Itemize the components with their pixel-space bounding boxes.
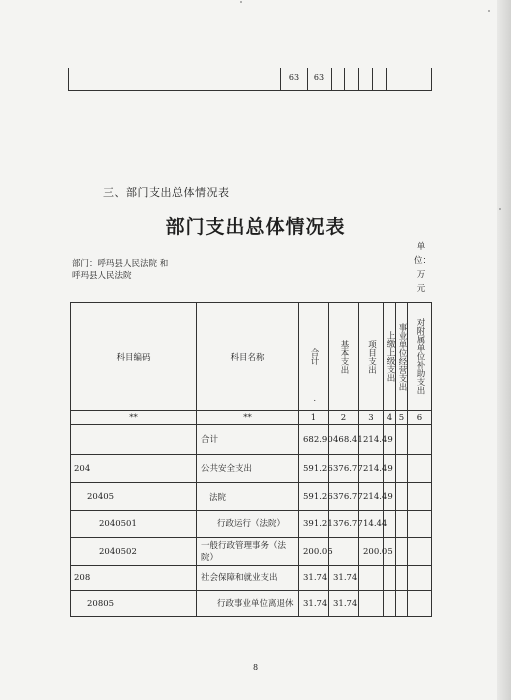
row-empty: [396, 455, 408, 483]
row-project: 214.49: [359, 425, 384, 455]
row-empty: [396, 425, 408, 455]
table-row: [71, 483, 432, 511]
row-empty: [384, 566, 396, 591]
table-row: [71, 425, 432, 455]
expenditure-table: [70, 302, 432, 617]
header-basic-cell: [329, 303, 359, 411]
header-total: 合计: [309, 348, 319, 365]
index-cell: 5: [396, 411, 408, 425]
fragment-divider: [344, 68, 345, 90]
index-cell: 2: [329, 411, 359, 425]
row-code: 204: [71, 455, 197, 483]
scan-speck: [499, 208, 501, 210]
department-line: 部门：呼玛县人民法院 和: [72, 259, 169, 269]
header-subsidy-cell: [408, 303, 432, 411]
row-basic: 376.77: [329, 455, 359, 483]
row-code: 20805: [71, 591, 197, 617]
index-cell: 4: [384, 411, 396, 425]
row-empty: [396, 591, 408, 617]
row-project: [359, 566, 384, 591]
row-empty: [396, 483, 408, 511]
row-code: 20405: [71, 483, 197, 511]
page-title: 部门支出总体情况表: [165, 216, 346, 238]
header-business-cell: [396, 303, 408, 411]
row-empty: [396, 538, 408, 566]
row-name: 行政运行（法院）: [197, 511, 299, 538]
header-business: 事业单位经营支出: [397, 322, 407, 391]
header-total-cell: [299, 303, 329, 411]
row-project: 14.44: [359, 511, 384, 538]
header-project: 项目支出: [366, 339, 377, 374]
row-basic: 31.74: [329, 566, 359, 591]
row-code: 208: [71, 566, 197, 591]
row-name: 合计: [197, 425, 299, 455]
index-row: [71, 411, 432, 425]
table-row: [71, 566, 432, 591]
row-project: [359, 591, 384, 617]
index-cell: 1: [299, 411, 329, 425]
header-basic: 基本支出: [339, 339, 349, 374]
row-total: 591.26: [299, 483, 329, 511]
row-total: 391.21: [299, 511, 329, 538]
table-row: [71, 455, 432, 483]
row-total: 31.74: [299, 591, 329, 617]
row-empty: [408, 538, 432, 566]
department-label: [72, 258, 168, 282]
fragment-divider: [307, 68, 308, 90]
header-code: 科目编码: [71, 303, 197, 411]
table-row: [71, 511, 432, 538]
row-empty: [408, 455, 432, 483]
row-name: 一般行政管理事务（法院）: [197, 538, 299, 566]
fragment-divider: [372, 68, 373, 90]
row-total: 200.05: [299, 538, 329, 566]
scan-speck: [240, 1, 242, 3]
row-code: 2040501: [71, 511, 197, 538]
table-header-row: [71, 303, 432, 411]
header-upper: 上缴上级支出: [385, 331, 395, 382]
row-basic: 31.74: [329, 591, 359, 617]
section-heading: 三、部门支出总体情况表: [103, 186, 230, 199]
row-empty: [408, 425, 432, 455]
row-total: 591.26: [299, 455, 329, 483]
row-code: [71, 425, 197, 455]
index-cell: 3: [359, 411, 384, 425]
row-empty: [408, 566, 432, 591]
row-name: 行政事业单位离退休: [197, 591, 299, 617]
header-name: 科目名称: [197, 303, 299, 411]
row-project: 214.49: [359, 455, 384, 483]
fragment-divider: [280, 68, 281, 90]
previous-table-fragment: [68, 68, 432, 91]
row-empty: [408, 483, 432, 511]
row-empty: [408, 511, 432, 538]
scan-speck: [488, 10, 490, 12]
fragment-divider: [386, 68, 387, 90]
fragment-value: 63: [313, 73, 325, 82]
header-mark: .: [313, 393, 317, 403]
row-code: 2040502: [71, 538, 197, 566]
table-row: [71, 591, 432, 617]
row-name: 社会保障和就业支出: [197, 566, 299, 591]
row-total: 31.74: [299, 566, 329, 591]
unit-label: 单位：万元: [414, 242, 432, 294]
row-empty: [408, 591, 432, 617]
row-empty: [396, 566, 408, 591]
row-basic: [329, 538, 359, 566]
row-basic: 376.77: [329, 483, 359, 511]
index-cell: 6: [408, 411, 432, 425]
fragment-divider: [331, 68, 332, 90]
row-name: 公共安全支出: [197, 455, 299, 483]
row-basic: 376.77: [329, 511, 359, 538]
row-project: 214.49: [359, 483, 384, 511]
row-total: 682.90: [299, 425, 329, 455]
row-basic: 468.41: [329, 425, 359, 455]
row-name: 法院: [197, 483, 299, 511]
fragment-value: 63: [288, 73, 300, 82]
row-empty: [384, 591, 396, 617]
index-cell: **: [71, 411, 197, 425]
header-subsidy: 对附属单位补助支出: [415, 318, 425, 395]
table-row: [71, 538, 432, 566]
index-cell: **: [197, 411, 299, 425]
row-empty: [396, 511, 408, 538]
header-upper-cell: [384, 303, 396, 411]
fragment-divider: [358, 68, 359, 90]
row-project: 200.05: [359, 538, 384, 566]
page-edge-shadow: [497, 0, 511, 700]
header-project-cell: [359, 303, 384, 411]
page-number: 8: [252, 663, 259, 672]
department-line: 呼玛县人民法院: [72, 271, 132, 281]
